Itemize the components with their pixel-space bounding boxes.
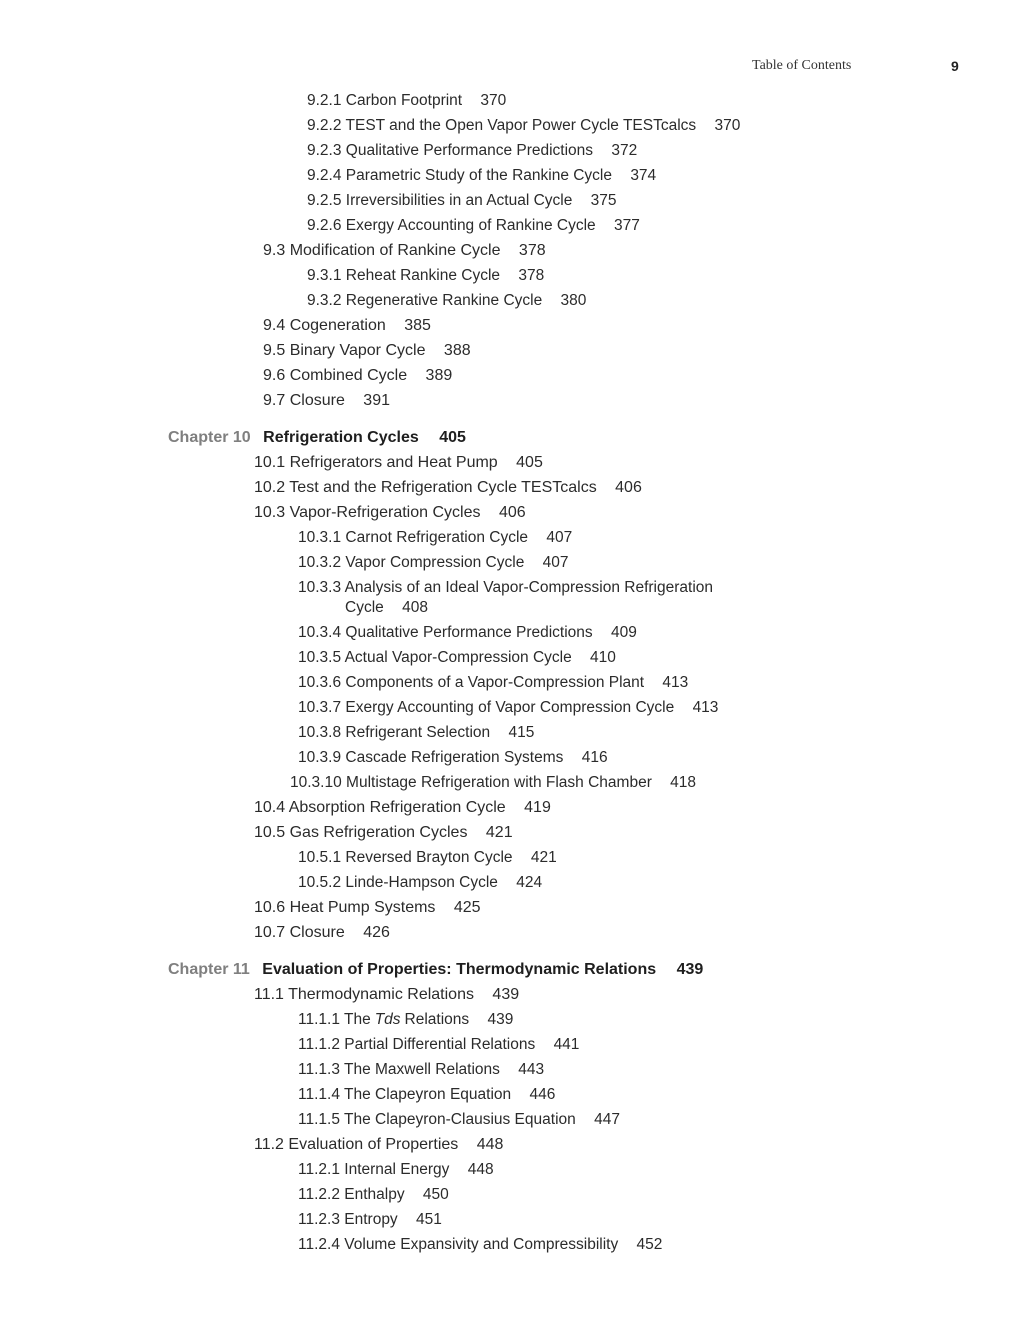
entry-number: 10.3.10: [290, 774, 342, 791]
entry-title: Carnot Refrigeration Cycle: [345, 529, 529, 546]
entry-page: 391: [363, 392, 390, 409]
entry-number: 10.5.2: [298, 874, 342, 891]
chapter-page: 439: [676, 961, 704, 978]
chapter-title: Evaluation of Properties: Thermodynamic Relations: [262, 961, 657, 978]
toc-entry-11-1-3[interactable]: [298, 1060, 544, 1080]
entry-number: 10.3.2: [298, 554, 342, 571]
running-head: Table of Contents: [752, 58, 852, 73]
entry-title: Linde-Hampson Cycle: [345, 874, 498, 891]
toc-entry-10-5-2[interactable]: [298, 873, 542, 893]
chapter-label: Chapter 10: [168, 429, 251, 446]
entry-title: Reheat Rankine Cycle: [345, 267, 501, 284]
entry-number: 9.3: [263, 242, 286, 259]
entry-title: Vapor-Refrigeration Cycles: [289, 504, 481, 521]
toc-entry-10-3-3-continuation[interactable]: [345, 598, 428, 618]
toc-entry-10-3-6[interactable]: [298, 673, 688, 693]
chapter-title: Refrigeration Cycles: [263, 429, 419, 446]
entry-title: Entropy: [344, 1211, 398, 1228]
entry-number: 11.2: [254, 1136, 284, 1153]
entry-page: 405: [516, 454, 543, 471]
entry-page: 407: [546, 529, 573, 546]
entry-title: Closure: [289, 924, 345, 941]
entry-title: TEST and the Open Vapor Power Cycle TESTcalcs: [345, 117, 697, 134]
toc-chapter-10[interactable]: [168, 428, 466, 448]
entry-number: 9.2.5: [307, 192, 342, 209]
toc-entry-11-1-1[interactable]: [298, 1010, 513, 1030]
entry-number: 9.3.2: [307, 292, 342, 309]
toc-entry-9-6[interactable]: [263, 366, 452, 386]
entry-page: 416: [581, 749, 608, 766]
entry-title-italic: Tds: [374, 1011, 401, 1028]
entry-number: 10.3.5: [298, 649, 342, 666]
toc-entry-11-2-4[interactable]: [298, 1235, 662, 1255]
toc-entry-11-2-2[interactable]: [298, 1185, 449, 1205]
toc-entry-9-3-2[interactable]: [307, 291, 586, 311]
entry-page: 408: [402, 599, 428, 616]
entry-title: Exergy Accounting of Rankine Cycle: [345, 217, 596, 234]
entry-title: Irreversibilities in an Actual Cycle: [345, 192, 573, 209]
entry-page: 448: [476, 1136, 504, 1153]
entry-title: The Clapeyron-Clausius Equation: [343, 1111, 576, 1128]
entry-title: Test and the Refrigeration Cycle TESTcalcs: [289, 479, 597, 496]
entry-page: 439: [492, 986, 520, 1003]
entry-page: 424: [516, 874, 543, 891]
toc-entry-9-2-3[interactable]: [307, 141, 637, 161]
entry-number: 10.4: [254, 799, 286, 816]
entry-page: 446: [529, 1086, 556, 1103]
entry-page: 418: [670, 774, 697, 791]
entry-page: 380: [560, 292, 587, 309]
toc-entry-10-3-7[interactable]: [298, 698, 718, 718]
entry-number: 11.1.5: [298, 1111, 340, 1128]
entry-page: 374: [630, 167, 657, 184]
entry-page: 372: [611, 142, 638, 159]
entry-title: Cascade Refrigeration Systems: [345, 749, 564, 766]
entry-page: 389: [425, 367, 453, 384]
entry-title: Qualitative Performance Predictions: [345, 624, 593, 641]
entry-title: Vapor Compression Cycle: [345, 554, 525, 571]
toc-entry-10-3-9[interactable]: [298, 748, 608, 768]
chapter-label: Chapter 11: [168, 961, 250, 978]
entry-page: 375: [590, 192, 617, 209]
entry-title: Modification of Rankine Cycle: [289, 242, 501, 259]
entry-number: 11.1.3: [298, 1061, 340, 1078]
entry-number: 10.5.1: [298, 849, 342, 866]
toc-entry-9-2-4[interactable]: [307, 166, 656, 186]
entry-title: Exergy Accounting of Vapor Compression Cycle: [345, 699, 675, 716]
toc-entry-9-2-5[interactable]: [307, 191, 617, 211]
toc-entry-9-2-1[interactable]: [307, 91, 506, 111]
entry-page: 413: [662, 674, 689, 691]
toc-entry-10-6[interactable]: [254, 898, 481, 918]
entry-number: 11.2.4: [298, 1236, 340, 1253]
entry-title-post: Relations: [404, 1011, 470, 1028]
entry-title: Regenerative Rankine Cycle: [345, 292, 543, 309]
toc-entry-9-2-2[interactable]: [307, 116, 740, 136]
toc-entry-10-1[interactable]: [254, 453, 543, 473]
entry-title: The Maxwell Relations: [343, 1061, 500, 1078]
entry-title: Binary Vapor Cycle: [289, 342, 426, 359]
entry-page: 370: [480, 92, 507, 109]
entry-number: 9.2.6: [307, 217, 342, 234]
toc-entry-9-2-6[interactable]: [307, 216, 640, 236]
entry-page: 452: [636, 1236, 663, 1253]
entry-title: The Clapeyron Equation: [343, 1086, 512, 1103]
entry-page: 407: [542, 554, 569, 571]
entry-number: 9.2.2: [307, 117, 342, 134]
entry-title: Enthalpy: [344, 1186, 405, 1203]
entry-page: 409: [611, 624, 637, 641]
page-number: 9: [951, 58, 959, 74]
toc-entry-10-7[interactable]: [254, 923, 390, 943]
entry-page: 439: [487, 1011, 514, 1028]
entry-title: Actual Vapor-Compression Cycle: [344, 649, 572, 666]
entry-title: Multistage Refrigeration with Flash Chamber: [346, 774, 652, 791]
entry-number: 10.3.9: [298, 749, 342, 766]
entry-page: 406: [498, 504, 526, 521]
entry-number: 10.3.4: [298, 624, 342, 641]
entry-title: Components of a Vapor-Compression Plant: [345, 674, 645, 691]
entry-page: 378: [518, 242, 546, 259]
entry-number: 10.3.7: [298, 699, 342, 716]
entry-title: Reversed Brayton Cycle: [345, 849, 513, 866]
entry-page: 421: [530, 849, 557, 866]
toc-entry-9-3-1[interactable]: [307, 266, 544, 286]
entry-title: Partial Differential Relations: [344, 1036, 536, 1053]
entry-number: 10.3: [254, 504, 286, 521]
entry-page: 385: [404, 317, 431, 334]
entry-title: Internal Energy: [344, 1161, 450, 1178]
toc-entry-10-3-1[interactable]: [298, 528, 572, 548]
entry-number: 9.5: [263, 342, 286, 359]
entry-page: 378: [518, 267, 545, 284]
toc-entry-11-1-2[interactable]: [298, 1035, 579, 1055]
entry-page: 406: [615, 479, 642, 496]
entry-number: 10.1: [254, 454, 286, 471]
toc-entry-10-3-10[interactable]: [290, 773, 696, 793]
entry-page: 447: [594, 1111, 620, 1128]
entry-page: 450: [422, 1186, 449, 1203]
entry-number: 11.1.2: [298, 1036, 340, 1053]
entry-page: 388: [443, 342, 471, 359]
entry-page: 443: [518, 1061, 545, 1078]
entry-number: 10.3.6: [298, 674, 342, 691]
toc-chapter-11[interactable]: [168, 960, 703, 980]
entry-number: 10.3.1: [298, 529, 342, 546]
toc-entry-10-3-4[interactable]: [298, 623, 637, 643]
entry-title: Cogeneration: [289, 317, 386, 334]
toc-entry-10-3[interactable]: [254, 503, 526, 523]
toc-entry-10-5[interactable]: [254, 823, 513, 843]
entry-number: 11.1: [254, 986, 284, 1003]
toc-entry-10-3-5[interactable]: [298, 648, 616, 668]
entry-number: 10.7: [254, 924, 286, 941]
entry-page: 448: [467, 1161, 494, 1178]
entry-title: Gas Refrigeration Cycles: [289, 824, 468, 841]
entry-number: 9.2.3: [307, 142, 342, 159]
entry-page: 377: [613, 217, 640, 234]
toc-entry-9-7[interactable]: [263, 391, 390, 411]
toc-entry-11-2-1[interactable]: [298, 1160, 494, 1180]
entry-number: 10.3.8: [298, 724, 342, 741]
entry-number: 9.2.1: [307, 92, 342, 109]
entry-title: Volume Expansivity and Compressibility: [344, 1236, 619, 1253]
entry-page: 370: [714, 117, 741, 134]
toc-entry-9-3[interactable]: [263, 241, 546, 261]
entry-page: 410: [590, 649, 616, 666]
entry-number: 10.6: [254, 899, 286, 916]
entry-title: Closure: [289, 392, 345, 409]
entry-number: 10.5: [254, 824, 286, 841]
toc-entry-10-4[interactable]: [254, 798, 551, 818]
entry-title: Evaluation of Properties: [288, 1136, 459, 1153]
entry-number: 10.2: [254, 479, 286, 496]
entry-number: 9.2.4: [307, 167, 342, 184]
toc-entry-9-4[interactable]: [263, 316, 431, 336]
entry-title: Refrigerant Selection: [345, 724, 491, 741]
toc-entry-11-1-4[interactable]: [298, 1085, 555, 1105]
entry-title: Parametric Study of the Rankine Cycle: [345, 167, 612, 184]
toc-entry-10-3-8[interactable]: [298, 723, 534, 743]
entry-number: 9.4: [263, 317, 286, 334]
entry-page: 451: [416, 1211, 442, 1228]
toc-entry-10-5-1[interactable]: [298, 848, 557, 868]
entry-title-pre: The: [343, 1011, 371, 1028]
entry-title: Carbon Footprint: [345, 92, 463, 109]
entry-number: 9.6: [263, 367, 286, 384]
entry-title: Absorption Refrigeration Cycle: [288, 799, 506, 816]
entry-title: Analysis of an Ideal Vapor-Compression Refrigeration: [344, 579, 714, 596]
toc-entry-11-1-5[interactable]: [298, 1110, 620, 1130]
toc-entry-11-1[interactable]: [254, 985, 519, 1005]
entry-title: Thermodynamic Relations: [288, 986, 474, 1003]
toc-entry-11-2[interactable]: [254, 1135, 503, 1155]
toc-entry-11-2-3[interactable]: [298, 1210, 442, 1230]
entry-page: 426: [363, 924, 390, 941]
entry-page: 419: [524, 799, 551, 816]
entry-number: 11.1.4: [298, 1086, 340, 1103]
entry-page: 425: [453, 899, 481, 916]
entry-page: 413: [692, 699, 719, 716]
entry-number: 10.3.3: [298, 579, 342, 596]
toc-entry-10-3-3[interactable]: [298, 578, 713, 598]
entry-number: 11.2.2: [298, 1186, 340, 1203]
entry-number: 11.2.1: [298, 1161, 340, 1178]
entry-title: Refrigerators and Heat Pump: [289, 454, 498, 471]
entry-title: Qualitative Performance Predictions: [345, 142, 594, 159]
entry-page: 415: [508, 724, 535, 741]
entry-page: 441: [553, 1036, 580, 1053]
chapter-page: 405: [439, 429, 466, 446]
entry-title: Heat Pump Systems: [289, 899, 436, 916]
toc-entry-10-2[interactable]: [254, 478, 642, 498]
entry-number: 9.7: [263, 392, 286, 409]
entry-page: 421: [485, 824, 513, 841]
entry-number: 11.2.3: [298, 1211, 340, 1228]
entry-number: 9.3.1: [307, 267, 342, 284]
entry-title: Combined Cycle: [289, 367, 408, 384]
toc-entry-9-5[interactable]: [263, 341, 471, 361]
entry-title: Cycle: [345, 599, 384, 616]
toc-entry-10-3-2[interactable]: [298, 553, 569, 573]
entry-number: 11.1.1: [298, 1011, 340, 1028]
